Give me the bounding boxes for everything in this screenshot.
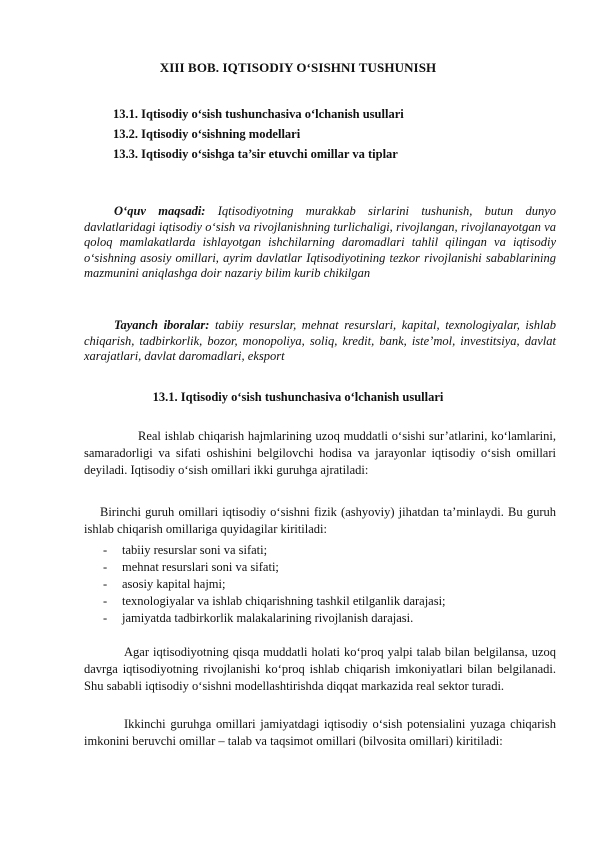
body-paragraph: Agar iqtisodiyotning qisqa muddatli holati ko‘proq yalpi talab bilan belgilansa, uzoq davrga iqtisodiyotning rivojlanishi ko‘proq ishlab chiqarish imkoniyatlari bilan belgilanadi. Shu sababli iqtisodiy o‘sishni modellashtirishda diqqat markazida real sektor turadi. bbox=[84, 645, 556, 693]
list-item: - jamiyatda tadbirkorlik malakalarining rivojlanish darajasi. bbox=[100, 610, 446, 627]
list-item: - tabiiy resurslar soni va sifati; bbox=[100, 542, 446, 559]
keywords-text: tabiiy resurslar, mehnat resurslari, kapital, texnologiyalar, ishlab chiqarish, tadbirkorlik, bozor, monopoliya, soliq, kredit, bank, iste’mol, investitsiya, davlat xarajatlari, davlat daromadlari, eksport bbox=[84, 318, 556, 364]
list-item: - mehnat resurslari soni va sifati; bbox=[100, 559, 446, 576]
list-item: - asosiy kapital hajmi; bbox=[100, 576, 446, 593]
learning-goal-text: Iqtisodiyotning murakkab sirlarini tushunish, butun dunyo davlatlaridagi iqtisodiy o‘sish va rivojlanishning turlichaligi, rivojlangan, rivojlanayotgan va qoloq mamlakatlarda ishlayotgan ishchilarning daromadlari tahlil qilingan va iqtisodiy o‘sishning asosiy omillari, ayrim davlatlar Iqtisodiyotining tezkor rivojlanishi sabablarining mazmunini aniqlashga doir nazariy bilim kurib chikilgan bbox=[84, 204, 556, 281]
chapter-title: XIII BOB. IQTISODIY O‘SISHNI TUSHUNISH bbox=[159, 60, 437, 75]
list-item: - texnologiyalar va ishlab chiqarishning tashkil etilganlik darajasi; bbox=[100, 593, 446, 610]
body-paragraph: Ikkinchi guruhga omillari jamiyatdagi iqtisodiy o‘sish potensialini yuzaga chiqarish imkonini beruvchi omillar – talab va taqsimot omillari (bilvosita omillari) kiritiladi: bbox=[84, 717, 556, 748]
body-paragraph: Real ishlab chiqarish hajmlarining uzoq muddatli o‘sishi sur’atlarini, ko‘lamlarini, samaradorligi va sifati oshishini belgilovchi hodisa va jarayonlar iqtisodiy o‘sish omillari deyiladi. Iqtisodiy o‘sish omillari ikki guruhga ajratiladi: bbox=[84, 429, 556, 477]
toc-item: 13.3. Iqtisodiy o‘sishga ta’sir etuvchi omillar va tiplar bbox=[113, 147, 398, 161]
body-paragraph: Birinchi guruh omillari iqtisodiy o‘sishni fizik (ashyoviy) jihatdan ta’minlaydi. Bu guruh ishlab chiqarish omillariga quyidagilar kiritiladi: bbox=[84, 505, 556, 536]
keywords-label: Tayanch iboralar: bbox=[114, 318, 210, 332]
keywords-paragraph bbox=[84, 318, 556, 365]
learning-goal-label: O‘quv maqsadi: bbox=[114, 204, 206, 218]
section-heading: 13.1. Iqtisodiy o‘sish tushunchasiva o‘lchanish usullari bbox=[152, 390, 444, 404]
toc-item: 13.1. Iqtisodiy o‘sish tushunchasiva o‘lchanish usullari bbox=[113, 107, 404, 121]
toc-item: 13.2. Iqtisodiy o‘sishning modellari bbox=[113, 127, 301, 141]
learning-goal-paragraph bbox=[84, 204, 556, 282]
table-of-contents bbox=[113, 104, 404, 164]
factors-list bbox=[100, 542, 446, 627]
